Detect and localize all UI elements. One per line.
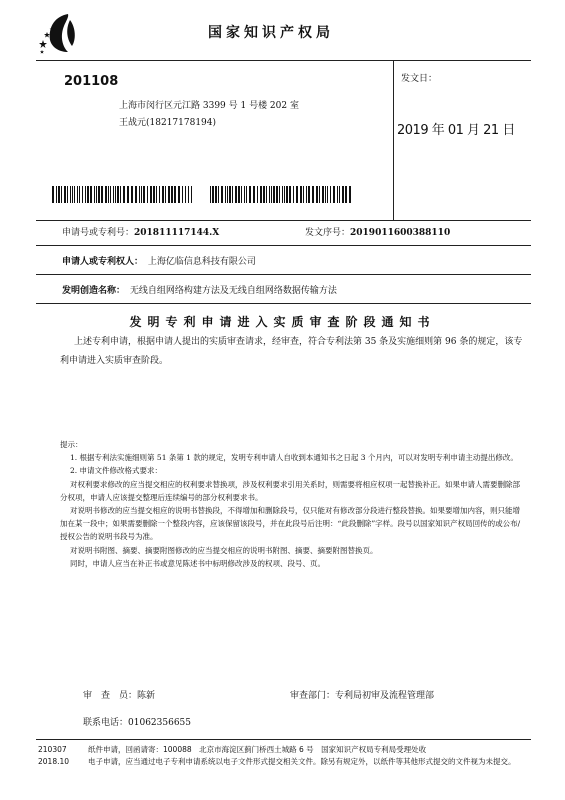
barcode-bar xyxy=(127,186,129,203)
barcode-bar xyxy=(303,186,304,203)
barcode-bar xyxy=(263,186,265,203)
barcode-bar xyxy=(260,186,262,203)
barcode-bar xyxy=(182,186,183,203)
notice-title: 发明专利申请进入实质审查阶段通知书 xyxy=(129,315,436,329)
examiner-row xyxy=(83,688,155,701)
barcode-bar xyxy=(87,186,89,203)
invention-label: 发明创造名称： xyxy=(62,286,126,296)
barcode-bar xyxy=(322,186,324,203)
applicant-name: 上海亿临信息科技有限公司 xyxy=(147,257,256,267)
barcode-bar xyxy=(210,186,211,203)
barcode-bar xyxy=(56,186,57,203)
barcode-bar xyxy=(276,186,278,203)
barcode-bar xyxy=(327,186,328,203)
barcode-bar xyxy=(58,186,60,203)
barcode-bar xyxy=(296,186,298,203)
row-rule xyxy=(36,245,531,246)
barcode-bar xyxy=(171,186,173,203)
barcode-bar xyxy=(339,186,340,203)
application-number-row xyxy=(62,225,219,238)
barcode-bar xyxy=(342,186,344,203)
applicant-row xyxy=(62,254,256,267)
serial-number-label: 发文序号： xyxy=(305,228,351,238)
barcode-bar xyxy=(253,186,255,203)
section-rule xyxy=(36,220,531,221)
barcode-bar xyxy=(108,186,109,203)
barcode-bar xyxy=(174,186,176,203)
barcode-bar xyxy=(105,186,107,203)
barcode-bar xyxy=(82,186,83,203)
department-label: 审查部门： xyxy=(290,691,336,701)
barcode-bar xyxy=(101,186,103,203)
send-date-value: 2019 年 01 月 21 日 xyxy=(397,123,515,138)
barcode-bar xyxy=(308,186,310,203)
barcode-bar xyxy=(74,186,75,203)
barcode-bar xyxy=(98,186,100,203)
barcode-bar xyxy=(284,186,285,203)
notes-section xyxy=(60,438,526,570)
barcode-bar xyxy=(330,186,331,203)
barcode-bar xyxy=(300,186,302,203)
cnipa-logo xyxy=(38,10,82,54)
barcode-bar xyxy=(266,186,267,203)
barcode-bar xyxy=(238,186,240,203)
barcode-bar xyxy=(282,186,283,203)
barcode-bar xyxy=(135,186,137,203)
barcode-bar xyxy=(162,186,164,203)
form-date: 2018.10 xyxy=(38,757,70,766)
barcode-bar xyxy=(178,186,180,203)
barcode-bar xyxy=(333,186,335,203)
serial-number-row xyxy=(305,225,450,238)
barcode-bar xyxy=(94,186,95,203)
barcode-bar xyxy=(117,186,119,203)
barcode-bar xyxy=(241,186,242,203)
barcode-bar xyxy=(269,186,270,203)
date-column-divider xyxy=(393,60,394,220)
barcode-bar xyxy=(249,186,251,203)
address-line: 上海市闵行区元江路 3399 号 1 号楼 202 室 xyxy=(119,101,299,111)
barcode-bar xyxy=(212,186,214,203)
row-rule xyxy=(36,303,531,304)
barcode-bar xyxy=(85,186,86,203)
barcode-bar xyxy=(150,186,152,203)
phone-label: 联系电话： xyxy=(83,718,129,728)
notes-heading: 提示： xyxy=(60,440,83,449)
barcode-bar xyxy=(70,186,71,203)
barcode-bar xyxy=(168,186,170,203)
barcode-bar xyxy=(110,186,111,203)
barcode-bar xyxy=(289,186,291,203)
barcode-bar xyxy=(312,186,314,203)
note-item: 对说明书附图、摘要、摘要附图修改的应当提交相应的说明书附图、摘要、摘要附图替换页。 xyxy=(70,545,378,555)
note-item: 对说明书修改的应当提交相应的说明书替换段，不得增加和删除段号，仅只能对有修改部分段进行整段替换。如果要增加内容，则只能增加在某一段中；如果需要删除一个整段内容，应该保留该段号，并在此段号后注明：“此段删除”字样。段号以国家知识产权局回传的或公布/授权公告的说明书段号为准。 xyxy=(60,506,521,542)
invention-row xyxy=(62,283,337,296)
barcode-bar xyxy=(96,186,97,203)
phone-row xyxy=(83,715,191,728)
barcode-bar xyxy=(235,186,237,203)
barcode-bar xyxy=(61,186,62,203)
barcode-bar xyxy=(131,186,133,203)
barcode-bar xyxy=(113,186,114,203)
barcode-bar xyxy=(159,186,160,203)
barcode-bar xyxy=(218,186,219,203)
row-rule xyxy=(36,274,531,275)
barcode-bar xyxy=(156,186,157,203)
phone-number: 01062356655 xyxy=(128,718,192,728)
department-name: 专利局初审及流程管理部 xyxy=(335,691,435,701)
barcode-right xyxy=(210,186,354,203)
examiner-name: 陈新 xyxy=(137,691,156,701)
send-date-label: 发文日： xyxy=(401,74,438,84)
note-item: 2. 申请文件修改格式要求： xyxy=(70,466,163,476)
barcode-bar xyxy=(185,186,186,203)
barcode-bar xyxy=(67,186,68,203)
barcode-bar xyxy=(337,186,338,203)
barcode-bar xyxy=(279,186,280,203)
barcode-bar xyxy=(319,186,320,203)
barcode-bar xyxy=(225,186,226,203)
barcode-bar xyxy=(286,186,288,203)
barcode-left xyxy=(52,186,196,203)
barcode-bar xyxy=(77,186,78,203)
barcode-bar xyxy=(244,186,245,203)
note-item: 对权利要求修改的应当提交相应的权利要求替换项，涉及权利要求引用关系时，则需要将相应权项一起替换补正。如果申请人需要删除部分权项，申请人应该提交整理后连续编号的部分权利要求书。 xyxy=(60,479,520,502)
barcode-bar xyxy=(165,186,166,203)
barcode-bar xyxy=(273,186,275,203)
recipient-line: 王战元(18217178194) xyxy=(119,118,217,128)
barcode-bar xyxy=(153,186,155,203)
barcode-bar xyxy=(188,186,189,203)
footer-mail-instructions: 纸件申请，回函请寄：100088 北京市海淀区蓟门桥西土城路 6 号 国家知识产权局专利局受理处收 xyxy=(88,745,427,754)
office-name: 国家知识产权局 xyxy=(208,25,334,41)
barcode-bar xyxy=(120,186,121,203)
barcode-bar xyxy=(345,186,347,203)
barcode-bar xyxy=(293,186,294,203)
barcode-bar xyxy=(229,186,231,203)
barcode-bar xyxy=(257,186,258,203)
form-code: 210307 xyxy=(38,745,67,754)
barcode-bar xyxy=(325,186,326,203)
barcode-bar xyxy=(215,186,217,203)
application-number: 201811117144.X xyxy=(134,228,220,238)
barcode-bar xyxy=(143,186,145,203)
barcode-bar xyxy=(191,186,192,203)
applicant-label: 申请人或专利权人： xyxy=(62,257,144,267)
header-rule xyxy=(36,60,531,61)
barcode-bar xyxy=(79,186,80,203)
barcode-bar xyxy=(246,186,247,203)
examiner-label: 审 查 员： xyxy=(83,691,138,701)
barcode-bar xyxy=(141,186,142,203)
footer-rule xyxy=(36,739,531,740)
barcode-bar xyxy=(72,186,73,203)
application-number-label: 申请号或专利号： xyxy=(62,228,135,238)
note-item: 同时，申请人应当在补正书或意见陈述书中标明修改涉及的权项、段号、页。 xyxy=(70,558,325,568)
barcode-bar xyxy=(316,186,318,203)
barcode-bar xyxy=(232,186,233,203)
serial-number: 2019011600388110 xyxy=(350,228,451,238)
barcode-bar xyxy=(115,186,116,203)
barcode-bar xyxy=(52,186,54,203)
barcode-bar xyxy=(64,186,66,203)
barcode-bar xyxy=(221,186,223,203)
barcode-bar xyxy=(123,186,125,203)
barcode-bar xyxy=(306,186,307,203)
barcode-bar xyxy=(349,186,351,203)
mailing-address xyxy=(119,98,299,132)
barcode-bar xyxy=(147,186,148,203)
footer-electronic-instructions: 电子申请，应当通过电子专利申请系统以电子文件形式提交相关文件。除另有规定外，以纸件等其他形式提交的文件视为未提交。 xyxy=(88,757,516,766)
postal-code: 201108 xyxy=(64,74,119,89)
note-item: 1. 根据专利法实施细则第 51 条第 1 款的规定，发明专利申请人自收到本通知书之日起 3 个月内，可以对发明专利申请主动提出修改。 xyxy=(70,453,518,463)
barcode-bar xyxy=(90,186,92,203)
barcode-bar xyxy=(271,186,272,203)
notice-body: 上述专利申请，根据申请人提出的实质审查请求，经审查，符合专利法第 35 条及实施细则第 96 条的规定，该专利申请进入实质审查阶段。 xyxy=(60,337,523,366)
invention-title: 无线自组网络构建方法及无线自组网络数据传输方法 xyxy=(129,286,337,296)
barcode-bar xyxy=(139,186,140,203)
barcode-bar xyxy=(227,186,228,203)
department-row xyxy=(290,688,434,701)
